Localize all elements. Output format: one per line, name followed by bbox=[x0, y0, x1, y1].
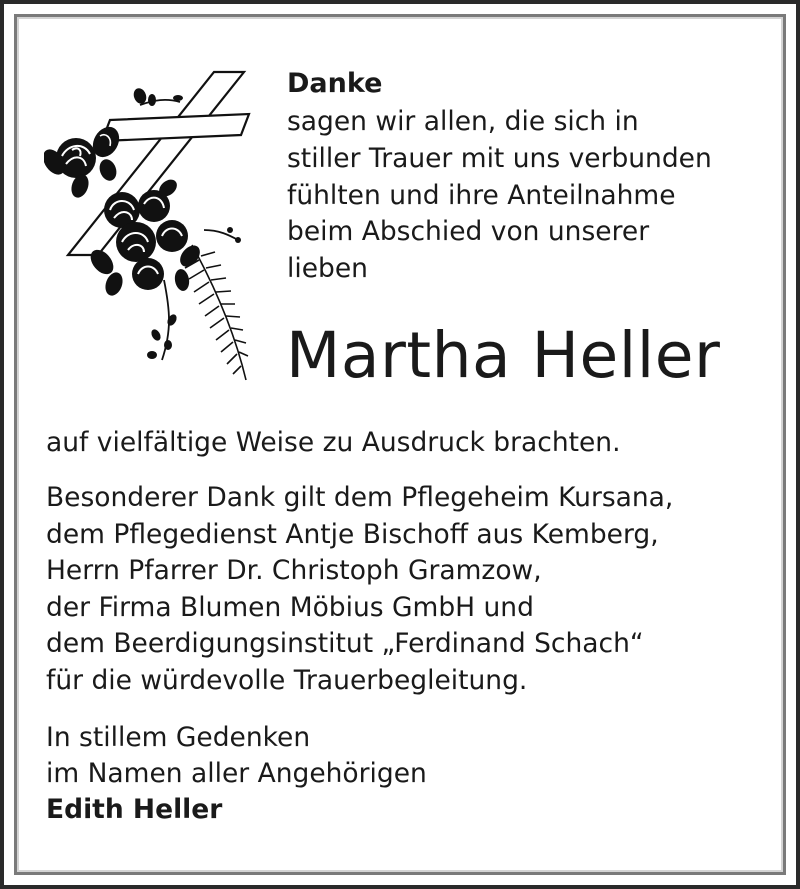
special-thanks-block bbox=[46, 480, 673, 699]
intro-line: fühlten und ihre Anteilnahme bbox=[287, 179, 676, 211]
continuation-line: auf vielfältige Weise zu Ausdruck brachten. bbox=[46, 427, 621, 458]
thanks-line: dem Beerdigungsinstitut „Ferdinand Schach“ bbox=[46, 628, 644, 659]
closing-line: im Namen aller Angehörigen bbox=[46, 758, 427, 789]
intro-block bbox=[287, 66, 767, 288]
closing-block bbox=[46, 720, 427, 828]
thanks-line: Besonderer Dank gilt dem Pflegeheim Kursana, bbox=[46, 482, 674, 513]
closing-line: In stillem Gedenken bbox=[46, 722, 311, 753]
deceased-name: Martha Heller bbox=[286, 319, 721, 392]
thanks-line: der Firma Blumen Möbius GmbH und bbox=[46, 591, 534, 623]
intro-line: sagen wir allen, die sich in bbox=[287, 106, 639, 137]
thanks-line: Herrn Pfarrer Dr. Christoph Gramzow, bbox=[46, 555, 542, 586]
thanks-line: für die würdevolle Trauerbegleitung. bbox=[46, 664, 528, 696]
signer-name: Edith Heller bbox=[46, 794, 223, 825]
intro-line: lieben bbox=[287, 253, 368, 285]
intro-line: beim Abschied von unserer bbox=[287, 216, 650, 248]
intro-line: stiller Trauer mit uns verbunden bbox=[287, 142, 712, 174]
heading-danke: Danke bbox=[287, 68, 383, 99]
thanks-line: dem Pflegedienst Antje Bischoff aus Kemberg, bbox=[46, 518, 659, 550]
cross-with-roses-icon bbox=[44, 70, 258, 382]
